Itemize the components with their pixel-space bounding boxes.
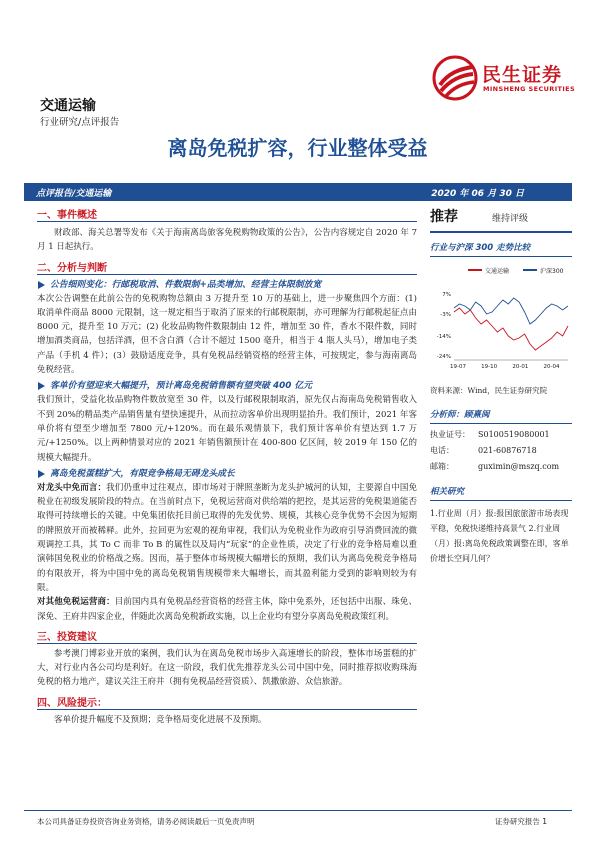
x-tick-label: 20-01	[512, 364, 529, 370]
analyst-field-value: 021-60876718	[478, 446, 537, 455]
report-title: 离岛免税扩容，行业整体受益	[167, 136, 428, 160]
trend-chart	[430, 260, 572, 375]
sidebar	[430, 205, 572, 566]
section-1-text: 财政部、海关总署等发布《关于海南离岛旅客免税购物政策的公告》，公告内容规定自 2020 年 7 月 1 日起执行。	[37, 228, 417, 253]
y-tick-label: 7%	[442, 292, 451, 298]
x-tick-label: 19-10	[481, 364, 498, 370]
divider	[430, 231, 572, 233]
divider	[430, 500, 572, 501]
chart-title: 行业与沪深 300 走势比较	[430, 243, 531, 253]
subheading-policy-changes: 公告细则变化：行邮税取消、件数限制+品类增加、经营主体限制放宽	[37, 278, 417, 292]
footer-page: 证券研究报告 1	[494, 817, 547, 826]
legend-label: 交通运输	[485, 268, 510, 275]
analyst-field-value: S0100519080001	[478, 430, 550, 439]
analyst-field-label: 执业证号：	[430, 430, 470, 439]
analyst-field-label: 电话：	[430, 446, 454, 455]
unit-price-text: 我们预计，受益化妆品购物件数放宽至 30 件，以及行邮税限制取消，原先仅占海南岛免税销售收入不到 20%的精品类产品销售量有望快速提升，从而拉动客单价出现明显抬升。我们预计，2021 年客单价将有望至少增加至 7800 元/+120%。而在最乐观情景下，我们预计客单价有望达到 1.7 万元/+1250%。以上两种情景对应的 2021 年销售额预计在 400-800 亿区间，较 2019 年 150 亿的规模大幅提升。	[37, 395, 417, 463]
main-content	[37, 205, 417, 727]
minsheng-logo-icon	[432, 55, 478, 101]
x-tick-label: 19-07	[450, 364, 466, 370]
logo-name-cn: 民生证券	[482, 64, 563, 86]
section-heading-2: 二、分析与判断	[37, 258, 417, 276]
arrow-bullet-icon	[38, 470, 45, 478]
analyst-row	[430, 427, 572, 443]
logo-name-en: MINSHENG SECURITIES	[483, 85, 576, 93]
chart-source: 资料来源：Wind，民生证券研究院	[430, 386, 548, 395]
footer-divider	[24, 810, 572, 811]
arrow-bullet-icon	[38, 382, 45, 390]
analyst-row	[430, 459, 572, 475]
y-tick-label: -14%	[436, 334, 451, 340]
section-heading-1: 一、事件概述	[37, 205, 417, 223]
section-heading-3: 三、投资建议	[37, 627, 417, 645]
divider	[430, 423, 572, 424]
analyst-field-label: 邮箱：	[430, 462, 454, 471]
divider	[430, 256, 572, 257]
section-heading-4: 四、风险提示：	[37, 693, 417, 711]
industry-label: 交通运输	[40, 98, 96, 114]
footer-disclaimer: 本公司具备证券投资咨询业务资格，请务必阅读最后一页免责声明	[37, 817, 255, 826]
legend-label: 沪深300	[540, 268, 564, 275]
analyst-field-value: guximin@mszq.com	[478, 462, 560, 471]
report-type: 行业研究/点评报告	[40, 117, 120, 128]
competition-text-2: 对其他免税运营商：目前国内具有免税品经营资格的经营主体，除中免系外，还包括中出服、珠免、深免、王府井四家企业，伴随此次离岛免税新政实施，以上企业均有望分享离岛免税政策红利。	[37, 597, 417, 622]
rating-block	[430, 205, 572, 227]
related-research: 1.行业周（月）报:报国旅旅游市场表现平稳，免税快递维持高景气 2.行业周（月）报:离岛免税政策调整在即，客单价增长空间几何？	[430, 509, 569, 563]
subheading-competition: 离岛免税蛋糕扩大，有限竞争格局无碍龙头成长	[37, 467, 417, 481]
related-heading: 相关研究	[430, 487, 465, 497]
analyst-row	[430, 443, 572, 459]
competition-text-1: 对龙头中免而言：我们仍重申过往观点，即市场对于牌照垄断为龙头护城河的认知，主要源自中国免税业在初级发展阶段的特点。在当前时点下，免税运营商对供给端的把控，是其运营的免税渠道能否取得可持续增长的关键。中免集团依托目前已取得的先发优势、规模，其核心竞争优势不会因为短期的牌照放开而被稀释。此外，拉回更为宏观的视角审视，我们认为免税业作为政府引导消费回流的微观调控工具，其 To C 而非 To B 的属性以及局内“玩家”的企业性质，决定了行业的竞争格局难以重演韩国免税业的价格战之殇。因而，基于整体市场规模大幅增长的预期，我们认为离岛免税竞争格局的有限放开，将为中国中免的离岛免税销售规模带来大幅增长，而其盈利能力受到的影响则较为有限。	[37, 482, 417, 593]
section-3-text: 参考澳门博彩业开放的案例，我们认为在离岛免税市场步入高速增长的阶段，整体市场蛋糕的扩大，对行业内各公司均是利好。在这一阶段，我们优先推荐龙头公司中国中免，同时推荐拟收购珠海免税的格力地产，建议关注王府井（拥有免税品经营资质）、凯撒旅游、众信旅游。	[37, 648, 417, 688]
policy-changes-text: 本次公告调整在此前公告的免税购物总额由 3 万提升至 10 万的基础上，进一步聚焦四个方面：(1) 取消单件商品 8000 元限制，这一规定相当于取消了原来的行邮税限制，亦可理解为行邮税起征点由 8000 元，提升至 10 万元；(2) 化妆品购物件数限制由 12 件，增加至 30 件，香水不限件数，同时增加酒类商品，包括洋酒，但不含白酒（合计不超过 1500 毫升，相当于 4 瓶人头马），增加电子类产品（手机 4 件）；(3）鼓励适度竞争，具有免税品经销资格的经营主体，可按规定，参与海南离岛免税经营。	[37, 293, 417, 376]
arrow-bullet-icon	[38, 281, 45, 289]
x-tick-label: 20-04	[543, 364, 560, 370]
section-4-text: 客单价提升幅度不及预期；竞争格局变化进展不及预期。	[54, 714, 267, 725]
banner-date: 2020 年 06 月 30 日	[431, 189, 524, 199]
report-banner	[24, 183, 572, 201]
rating-note: 维持评级	[492, 214, 529, 224]
company-logo	[432, 55, 582, 101]
subheading-unit-price: 客单价有望迎来大幅提升，预计离岛免税销售额有望突破 400 亿元	[37, 379, 417, 393]
y-tick-label: -24%	[436, 354, 451, 360]
banner-category: 点评报告/交通运输	[36, 189, 112, 199]
analyst-heading: 分析师：顾熹闽	[430, 410, 490, 420]
y-tick-label: -3%	[440, 312, 451, 318]
rating: 推荐	[430, 209, 458, 225]
analyst-info	[430, 427, 572, 475]
